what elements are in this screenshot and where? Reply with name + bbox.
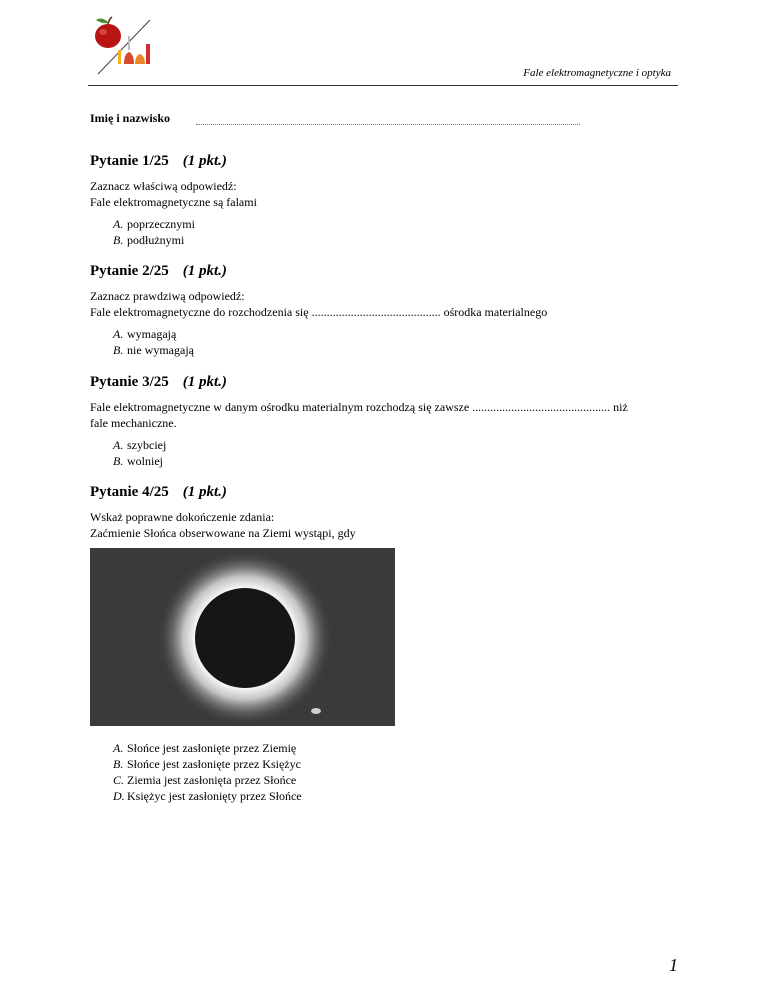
question-2 xyxy=(90,262,690,358)
question-text: Zaznacz właściwą odpowiedź: Fale elektromagnetyczne są falami xyxy=(90,179,257,209)
student-name-field[interactable] xyxy=(196,124,580,125)
answer-option[interactable]: A. Słońce jest zasłonięte przez Ziemię xyxy=(113,741,297,755)
answer-list xyxy=(90,740,302,804)
subject-title: Fale elektromagnetyczne i optyka xyxy=(523,67,671,79)
question-title: Pytanie 1/25 (1 pkt.) xyxy=(90,153,227,169)
answer-list xyxy=(90,326,690,358)
test-tubes-icon xyxy=(118,36,150,64)
question-text: Zaznacz prawdziwą odpowiedź: Fale elektromagnetyczne do rozchodzenia się ........................................... ośrodka materialnego xyxy=(90,289,548,319)
answer-option[interactable]: D. Księżyc jest zasłonięty przez Słońce xyxy=(113,789,302,803)
page-number: 1 xyxy=(669,955,678,975)
logo xyxy=(88,14,168,78)
answer-option[interactable]: C. Ziemia jest zasłonięta przez Słońce xyxy=(113,773,297,787)
answer-option[interactable]: A. szybciej xyxy=(113,438,167,452)
student-name-label: Imię i nazwisko xyxy=(90,111,171,125)
answer-option[interactable]: B. nie wymagają xyxy=(113,343,194,357)
question-3 xyxy=(90,373,690,469)
answer-option[interactable]: A. wymagają xyxy=(113,327,177,341)
question-text: Fale elektromagnetyczne w danym ośrodku materialnym rozchodzą się zawsze .............................................. niż fale mechaniczne. xyxy=(90,400,628,430)
solar-eclipse-image xyxy=(90,548,395,726)
question-title: Pytanie 2/25 (1 pkt.) xyxy=(90,263,227,279)
answer-option[interactable]: A. poprzecznymi xyxy=(113,217,195,231)
question-4 xyxy=(90,483,690,541)
answer-option[interactable]: B. podłużnymi xyxy=(113,233,185,247)
question-title: Pytanie 3/25 (1 pkt.) xyxy=(90,374,227,390)
question-title: Pytanie 4/25 (1 pkt.) xyxy=(90,484,227,500)
apple-icon xyxy=(95,17,121,48)
question-text: Wskaż poprawne dokończenie zdania: Zaćmienie Słońca obserwowane na Ziemi wystąpi, gdy xyxy=(90,510,356,540)
answer-list xyxy=(90,437,690,469)
answer-option[interactable]: B. Słońce jest zasłonięte przez Księżyc xyxy=(113,757,301,771)
header-divider xyxy=(88,85,678,86)
answer-option[interactable]: B. wolniej xyxy=(113,454,163,468)
question-1 xyxy=(90,152,690,248)
answer-list xyxy=(90,216,690,248)
